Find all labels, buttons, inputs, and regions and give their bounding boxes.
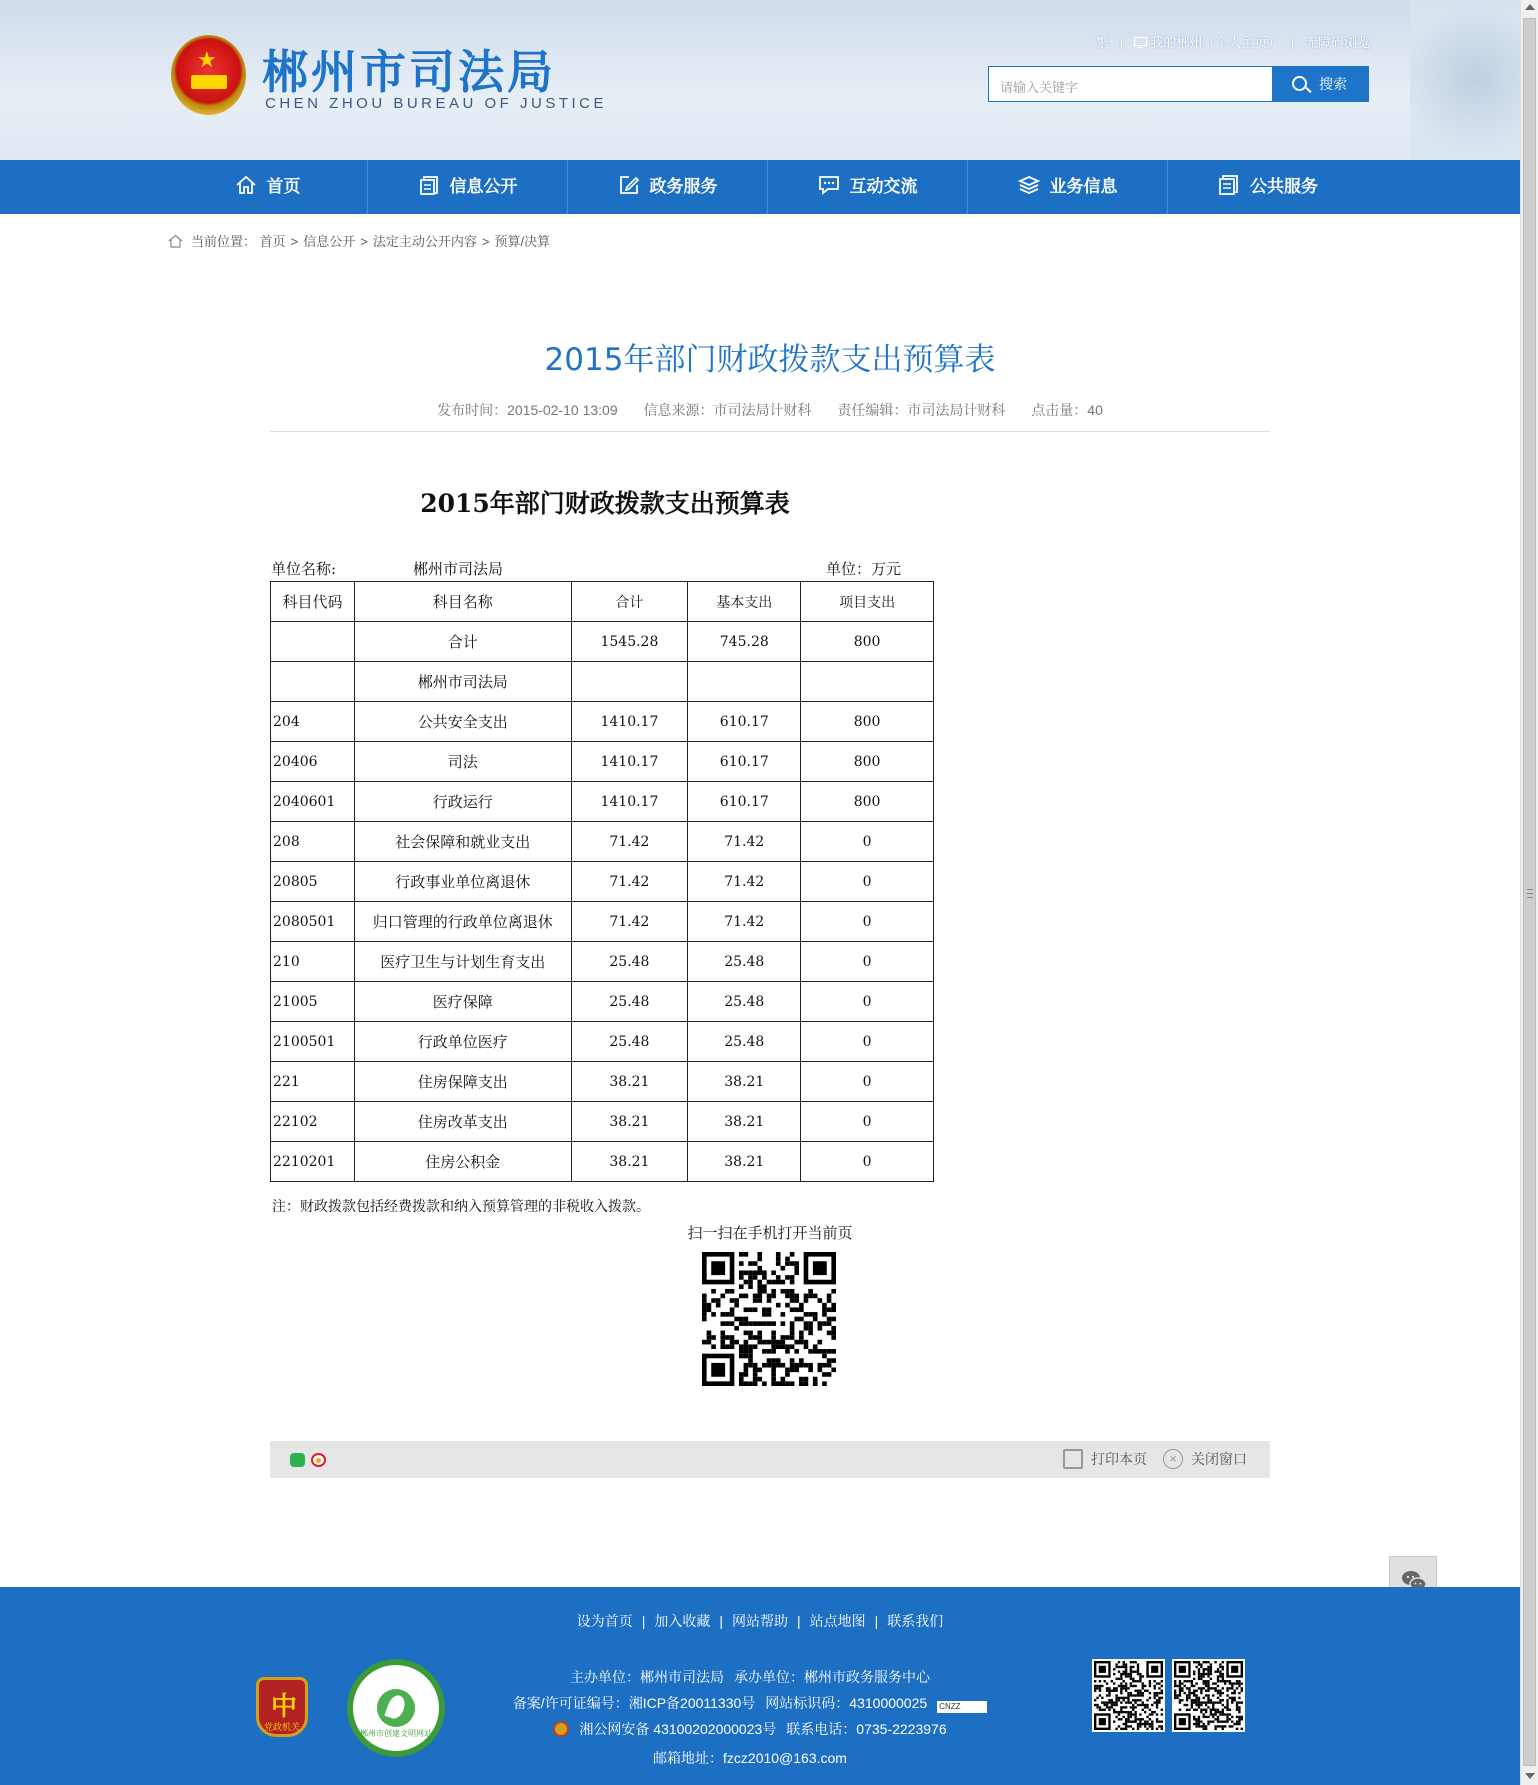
footer-links [0, 1611, 1520, 1631]
subject-name-cell: 郴州市司法局 [354, 662, 571, 702]
table-row [271, 942, 934, 982]
badge-symbol: 中 [271, 1691, 298, 1721]
separator: | [1119, 35, 1124, 50]
search-button[interactable] [1273, 66, 1369, 102]
subject-code-cell: 22102 [271, 1102, 355, 1142]
table-row [271, 742, 934, 782]
subject-code-cell: 208 [271, 822, 355, 862]
subject-name-cell: 行政运行 [354, 782, 571, 822]
nav-item-label: 业务信息 [1049, 177, 1118, 196]
table-row [271, 822, 934, 862]
column-header: 合计 [571, 582, 688, 622]
basic-expense-cell: 610.17 [688, 702, 801, 742]
subject-name-cell: 司法 [354, 742, 571, 782]
unit-measure: 单位：万元 [826, 560, 902, 578]
footer-link-contact[interactable]: 联系我们 [887, 1613, 944, 1629]
project-expense-cell: 800 [801, 742, 934, 782]
separator: | [719, 1613, 723, 1629]
table-row [271, 662, 934, 702]
nav-item-gov-service[interactable] [568, 160, 768, 214]
wechat-share-icon[interactable] [290, 1453, 305, 1467]
basic-expense-cell: 38.21 [688, 1102, 801, 1142]
table-body [271, 622, 934, 1182]
badge-text: 郴州市创建文明网站 [360, 1729, 432, 1738]
site-subtitle: CHEN ZHOU BUREAU OF JUSTICE [265, 95, 608, 112]
total-cell: 25.48 [571, 1022, 688, 1062]
my-chenzhou-link[interactable]: 我的郴州（个人主页） [1150, 35, 1281, 50]
basic-expense-cell: 71.42 [688, 822, 801, 862]
subject-name-cell: 合计 [354, 622, 571, 662]
breadcrumb-item-budget[interactable]: 预算/决算 [494, 234, 551, 249]
subject-code-cell: 20406 [271, 742, 355, 782]
breadcrumb-separator: > [481, 234, 490, 249]
nav-item-interaction[interactable] [768, 160, 968, 214]
publish-time: 发布时间：2015-02-10 13:09 [437, 402, 618, 418]
project-expense-cell: 800 [801, 702, 934, 742]
project-expense-cell: 0 [801, 1142, 934, 1182]
print-button[interactable] [1063, 1449, 1147, 1469]
subject-code-cell: 20805 [271, 862, 355, 902]
subject-code-cell [271, 662, 355, 702]
total-cell: 71.42 [571, 862, 688, 902]
total-cell: 25.48 [571, 982, 688, 1022]
total-cell: 71.42 [571, 822, 688, 862]
footer-link-help[interactable]: 网站帮助 [732, 1613, 788, 1629]
subject-code-cell: 210 [271, 942, 355, 982]
table-row [271, 1102, 934, 1142]
basic-expense-cell: 38.21 [688, 1062, 801, 1102]
top-links [1060, 32, 1370, 51]
footer-link-sitemap[interactable]: 站点地图 [809, 1613, 866, 1629]
project-expense-cell: 0 [801, 982, 934, 1022]
nav-item-label: 首页 [266, 177, 301, 196]
project-expense-cell: 0 [801, 1022, 934, 1062]
responsible-editor: 责任编辑：市司法局计财科 [837, 402, 1006, 418]
column-header: 基本支出 [688, 582, 801, 622]
total-cell: 25.48 [571, 942, 688, 982]
basic-expense-cell: 25.48 [688, 942, 801, 982]
icp-link[interactable]: 备案/许可证编号：湘ICP备20011330号 [512, 1695, 756, 1711]
total-cell: 1410.17 [571, 742, 688, 782]
project-expense-cell [801, 662, 934, 702]
separator: | [641, 1613, 646, 1629]
print-label: 打印本页 [1091, 1451, 1147, 1467]
site-title[interactable]: 郴州市司法局 [262, 45, 556, 99]
close-icon: × [1163, 1449, 1183, 1469]
total-cell: 1545.28 [571, 622, 688, 662]
share-bar [270, 1441, 1270, 1478]
breadcrumb-separator: > [290, 234, 299, 249]
unit-name-value: 郴州市司法局 [413, 560, 504, 578]
total-cell: 38.21 [571, 1062, 688, 1102]
column-header: 科目名称 [354, 582, 571, 622]
weibo-share-icon[interactable] [311, 1453, 326, 1467]
subject-code-cell: 204 [271, 702, 355, 742]
subject-name-cell: 公共安全支出 [354, 702, 571, 742]
scroll-down-icon[interactable] [1525, 1773, 1535, 1779]
total-cell: 1410.17 [571, 702, 688, 742]
search-icon [1292, 76, 1307, 91]
traditional-chinese-link[interactable]: 繁 [1096, 35, 1110, 50]
subject-name-cell: 行政事业单位离退休 [354, 862, 571, 902]
basic-expense-cell: 71.42 [688, 902, 801, 942]
nav-item-info-disclosure[interactable] [368, 160, 568, 214]
basic-expense-cell: 610.17 [688, 742, 801, 782]
subject-name-cell: 行政单位医疗 [354, 1022, 571, 1062]
separator: | [874, 1613, 879, 1629]
subject-code-cell: 21005 [271, 982, 355, 1022]
total-cell [571, 662, 688, 702]
basic-expense-cell [688, 662, 801, 702]
header-decoration [1410, 0, 1520, 160]
badge-text: 党政机关 [263, 1722, 300, 1732]
breadcrumb-prefix: 当前位置： [191, 234, 257, 249]
table-row [271, 702, 934, 742]
document-title: 2015年部门财政拨款支出预算表 [420, 489, 790, 518]
monitor-icon [1134, 35, 1151, 50]
scrollbar-thumb[interactable] [1523, 18, 1536, 1766]
site-id: 网站标识码：4310000025 [765, 1695, 928, 1711]
article-title: 2015年部门财政拨款支出预算表 [544, 342, 996, 378]
search-button-label: 搜索 [1319, 76, 1347, 92]
site-footer [0, 1587, 1520, 1785]
total-cell: 71.42 [571, 902, 688, 942]
sponsor: 主办单位：郴州市司法局 [570, 1669, 724, 1685]
footer-link-set-homepage[interactable]: 设为首页 [576, 1613, 633, 1629]
footer-info-line3 [430, 1719, 1070, 1739]
subject-code-cell [271, 622, 355, 662]
layers-icon [1018, 174, 1040, 196]
hit-count: 点击量：40 [1031, 402, 1103, 418]
info-source: 信息来源：市司法局计财科 [643, 402, 812, 418]
subject-name-cell: 医疗卫生与计划生育支出 [354, 942, 571, 982]
subject-name-cell: 归口管理的行政单位离退休 [354, 902, 571, 942]
nav-item-label: 公共服务 [1250, 177, 1318, 196]
phone: 联系电话：0735-2223976 [786, 1721, 947, 1737]
party-government-badge[interactable] [256, 1677, 308, 1737]
budget-table [270, 581, 934, 1182]
subject-name-cell: 住房保障支出 [354, 1062, 571, 1102]
project-expense-cell: 0 [801, 822, 934, 862]
nav-item-home[interactable] [168, 160, 368, 214]
grip-icon [1527, 889, 1533, 898]
breadcrumb [168, 231, 550, 250]
basic-expense-cell: 610.17 [688, 782, 801, 822]
home-icon [235, 174, 257, 196]
separator: | [797, 1613, 801, 1629]
project-expense-cell: 0 [801, 1102, 934, 1142]
project-expense-cell: 800 [801, 622, 934, 662]
table-note: 注：财政拨款包括经费拨款和纳入预算管理的非税收入拨款。 [272, 1199, 650, 1215]
subject-name-cell: 住房公积金 [354, 1142, 571, 1182]
subject-name-cell: 社会保障和就业支出 [354, 822, 571, 862]
police-badge-icon [553, 1721, 569, 1737]
nav-item-business-info[interactable] [968, 160, 1168, 214]
qr-caption: 扫一扫在手机打开当前页 [687, 1225, 853, 1242]
table-row [271, 1022, 934, 1062]
basic-expense-cell: 745.28 [688, 622, 801, 662]
home-icon [168, 234, 183, 248]
project-expense-cell: 0 [801, 902, 934, 942]
footer-link-add-favorite[interactable]: 加入收藏 [654, 1613, 711, 1629]
nav-item-label: 政务服务 [649, 177, 718, 196]
footer-info-line2 [430, 1693, 1070, 1713]
leaf-icon [377, 1689, 415, 1727]
footer-qr-code-1 [1092, 1659, 1165, 1732]
subject-name-cell: 住房改革支出 [354, 1102, 571, 1142]
star-icon: ★ [197, 47, 217, 72]
separator: | [1290, 35, 1295, 50]
total-cell: 38.21 [571, 1142, 688, 1182]
notes-icon [1218, 174, 1240, 196]
table-row [271, 1062, 934, 1102]
subject-code-cell: 2100501 [271, 1022, 355, 1062]
nav-item-public-service[interactable] [1168, 160, 1368, 214]
accessibility-link[interactable]: 无障碍浏览 [1304, 35, 1370, 50]
main-nav [0, 160, 1520, 214]
nav-item-label: 信息公开 [449, 177, 518, 196]
project-expense-cell: 0 [801, 862, 934, 902]
footer-info-line4 [430, 1748, 1070, 1768]
vertical-scrollbar[interactable] [1520, 0, 1538, 1785]
cnzz-stat-icon[interactable]: CNZZ [937, 1701, 987, 1713]
table-row [271, 1142, 934, 1182]
project-expense-cell: 800 [801, 782, 934, 822]
divider [270, 431, 1270, 432]
email: 邮箱地址：fzcz2010@163.com [653, 1750, 847, 1766]
printer-icon [1063, 1449, 1083, 1469]
police-record-link[interactable]: 湘公网安备 43100202000023号 [579, 1721, 777, 1737]
chat-icon [818, 174, 840, 196]
column-header: 科目代码 [271, 582, 355, 622]
search-input[interactable]: 请输入关键字 [988, 66, 1273, 102]
basic-expense-cell: 71.42 [688, 862, 801, 902]
basic-expense-cell: 25.48 [688, 1022, 801, 1062]
undertaker: 承办单位：郴州市政务服务中心 [734, 1669, 930, 1685]
unit-name-label: 单位名称: [271, 560, 337, 578]
page-qr-code [702, 1252, 836, 1386]
table-row [271, 622, 934, 662]
total-cell: 1410.17 [571, 782, 688, 822]
national-emblem-logo[interactable] [171, 35, 246, 115]
project-expense-cell: 0 [801, 942, 934, 982]
close-window-button[interactable] [1163, 1449, 1247, 1469]
subject-code-cell: 2210201 [271, 1142, 355, 1182]
edit-icon [618, 174, 640, 196]
subject-code-cell: 2040601 [271, 782, 355, 822]
breadcrumb-item-info-disclosure[interactable]: 信息公开 [303, 234, 356, 249]
subject-code-cell: 221 [271, 1062, 355, 1102]
table-header-row [271, 582, 934, 622]
breadcrumb-item-home[interactable]: 首页 [259, 234, 286, 249]
breadcrumb-item-statutory[interactable]: 法定主动公开内容 [372, 234, 477, 249]
article-meta [270, 400, 1270, 420]
document-icon [418, 174, 440, 196]
table-row [271, 862, 934, 902]
footer-qr-code-2 [1172, 1659, 1245, 1732]
nav-item-label: 互动交流 [849, 177, 918, 196]
footer-info-line1 [430, 1667, 1070, 1687]
scroll-up-icon[interactable] [1525, 4, 1535, 10]
subject-code-cell: 2080501 [271, 902, 355, 942]
tiananmen-icon [191, 75, 227, 89]
total-cell: 38.21 [571, 1102, 688, 1142]
column-header: 项目支出 [801, 582, 934, 622]
table-row [271, 782, 934, 822]
project-expense-cell: 0 [801, 1062, 934, 1102]
basic-expense-cell: 25.48 [688, 982, 801, 1022]
table-row [271, 902, 934, 942]
breadcrumb-separator: > [360, 234, 368, 249]
subject-name-cell: 医疗保障 [354, 982, 571, 1022]
close-label: 关闭窗口 [1191, 1451, 1247, 1467]
basic-expense-cell: 38.21 [688, 1142, 801, 1182]
table-row [271, 982, 934, 1022]
site-header [0, 0, 1520, 160]
